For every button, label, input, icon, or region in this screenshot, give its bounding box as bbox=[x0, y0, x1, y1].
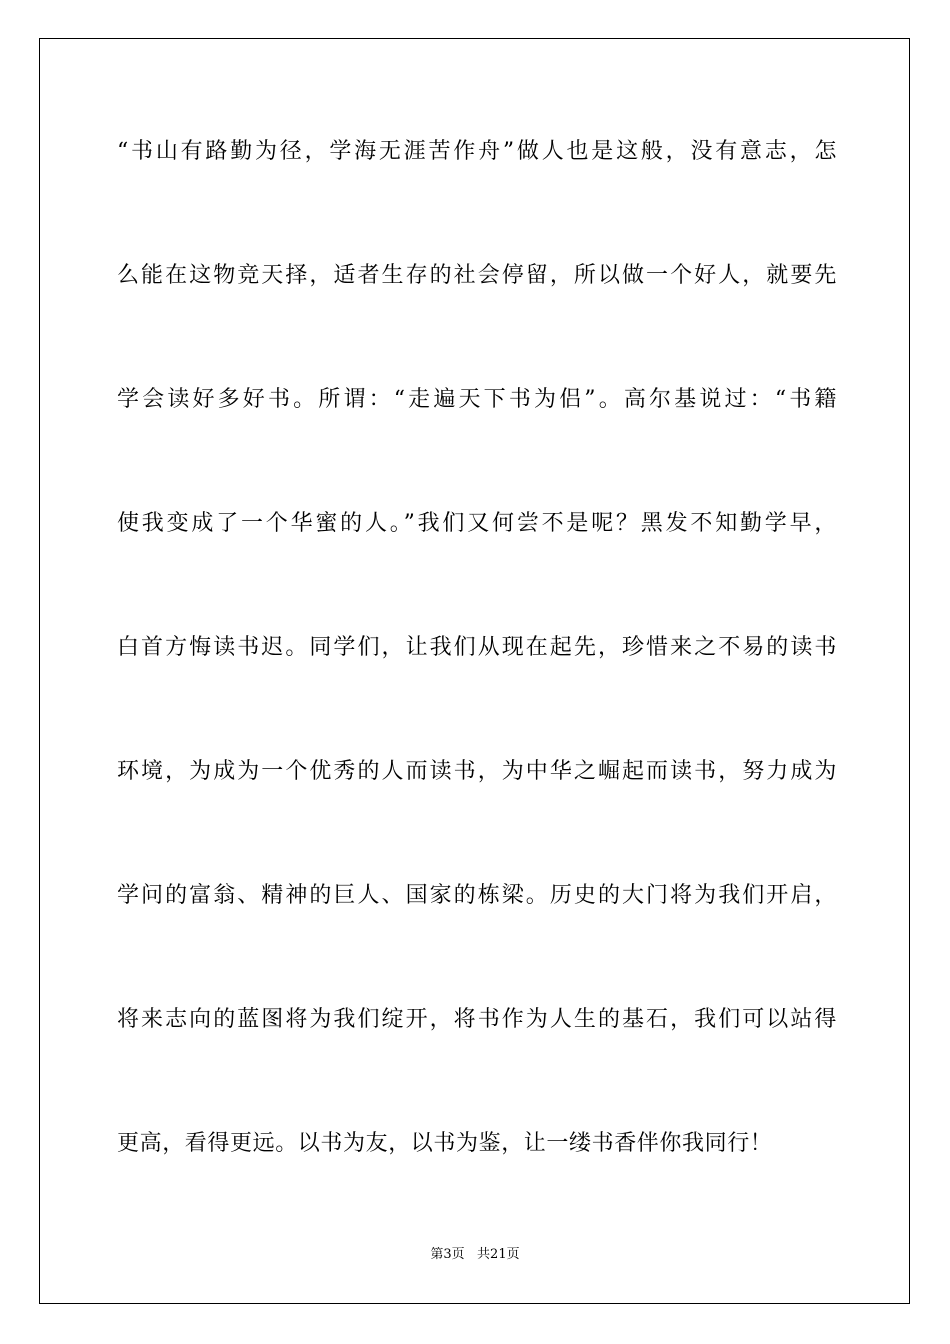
text-line: “书山有路勤为径，学海无涯苦作舟”做人也是这般，没有意志，怎 bbox=[117, 139, 837, 164]
text-line: 环境，为成为一个优秀的人而读书，为中华之崛起而读书，努力成为 bbox=[117, 759, 837, 784]
text-line: 白首方悔读书迟。同学们，让我们从现在起先，珍惜来之不易的读书 bbox=[117, 635, 837, 660]
text-line: 更高，看得更远。以书为友，以书为鉴，让一缕书香伴你我同行！ bbox=[117, 1131, 773, 1156]
text-line: 么能在这物竞天择，适者生存的社会停留，所以做一个好人，就要先 bbox=[117, 263, 837, 288]
text-line: 学问的富翁、精神的巨人、国家的栋梁。历史的大门将为我们开启， bbox=[117, 883, 837, 908]
text-line: 使我变成了一个华蜜的人。”我们又何尝不是呢？黑发不知勤学早， bbox=[117, 511, 837, 536]
text-line: 学会读好多好书。所谓：“走遍天下书为侣”。高尔基说过：“书籍 bbox=[117, 387, 837, 412]
page-border bbox=[39, 38, 910, 1304]
text-line: 将来志向的蓝图将为我们绽开，将书作为人生的基石，我们可以站得 bbox=[117, 1007, 837, 1032]
page-number-footer: 第3页 共21页 bbox=[430, 1247, 520, 1262]
